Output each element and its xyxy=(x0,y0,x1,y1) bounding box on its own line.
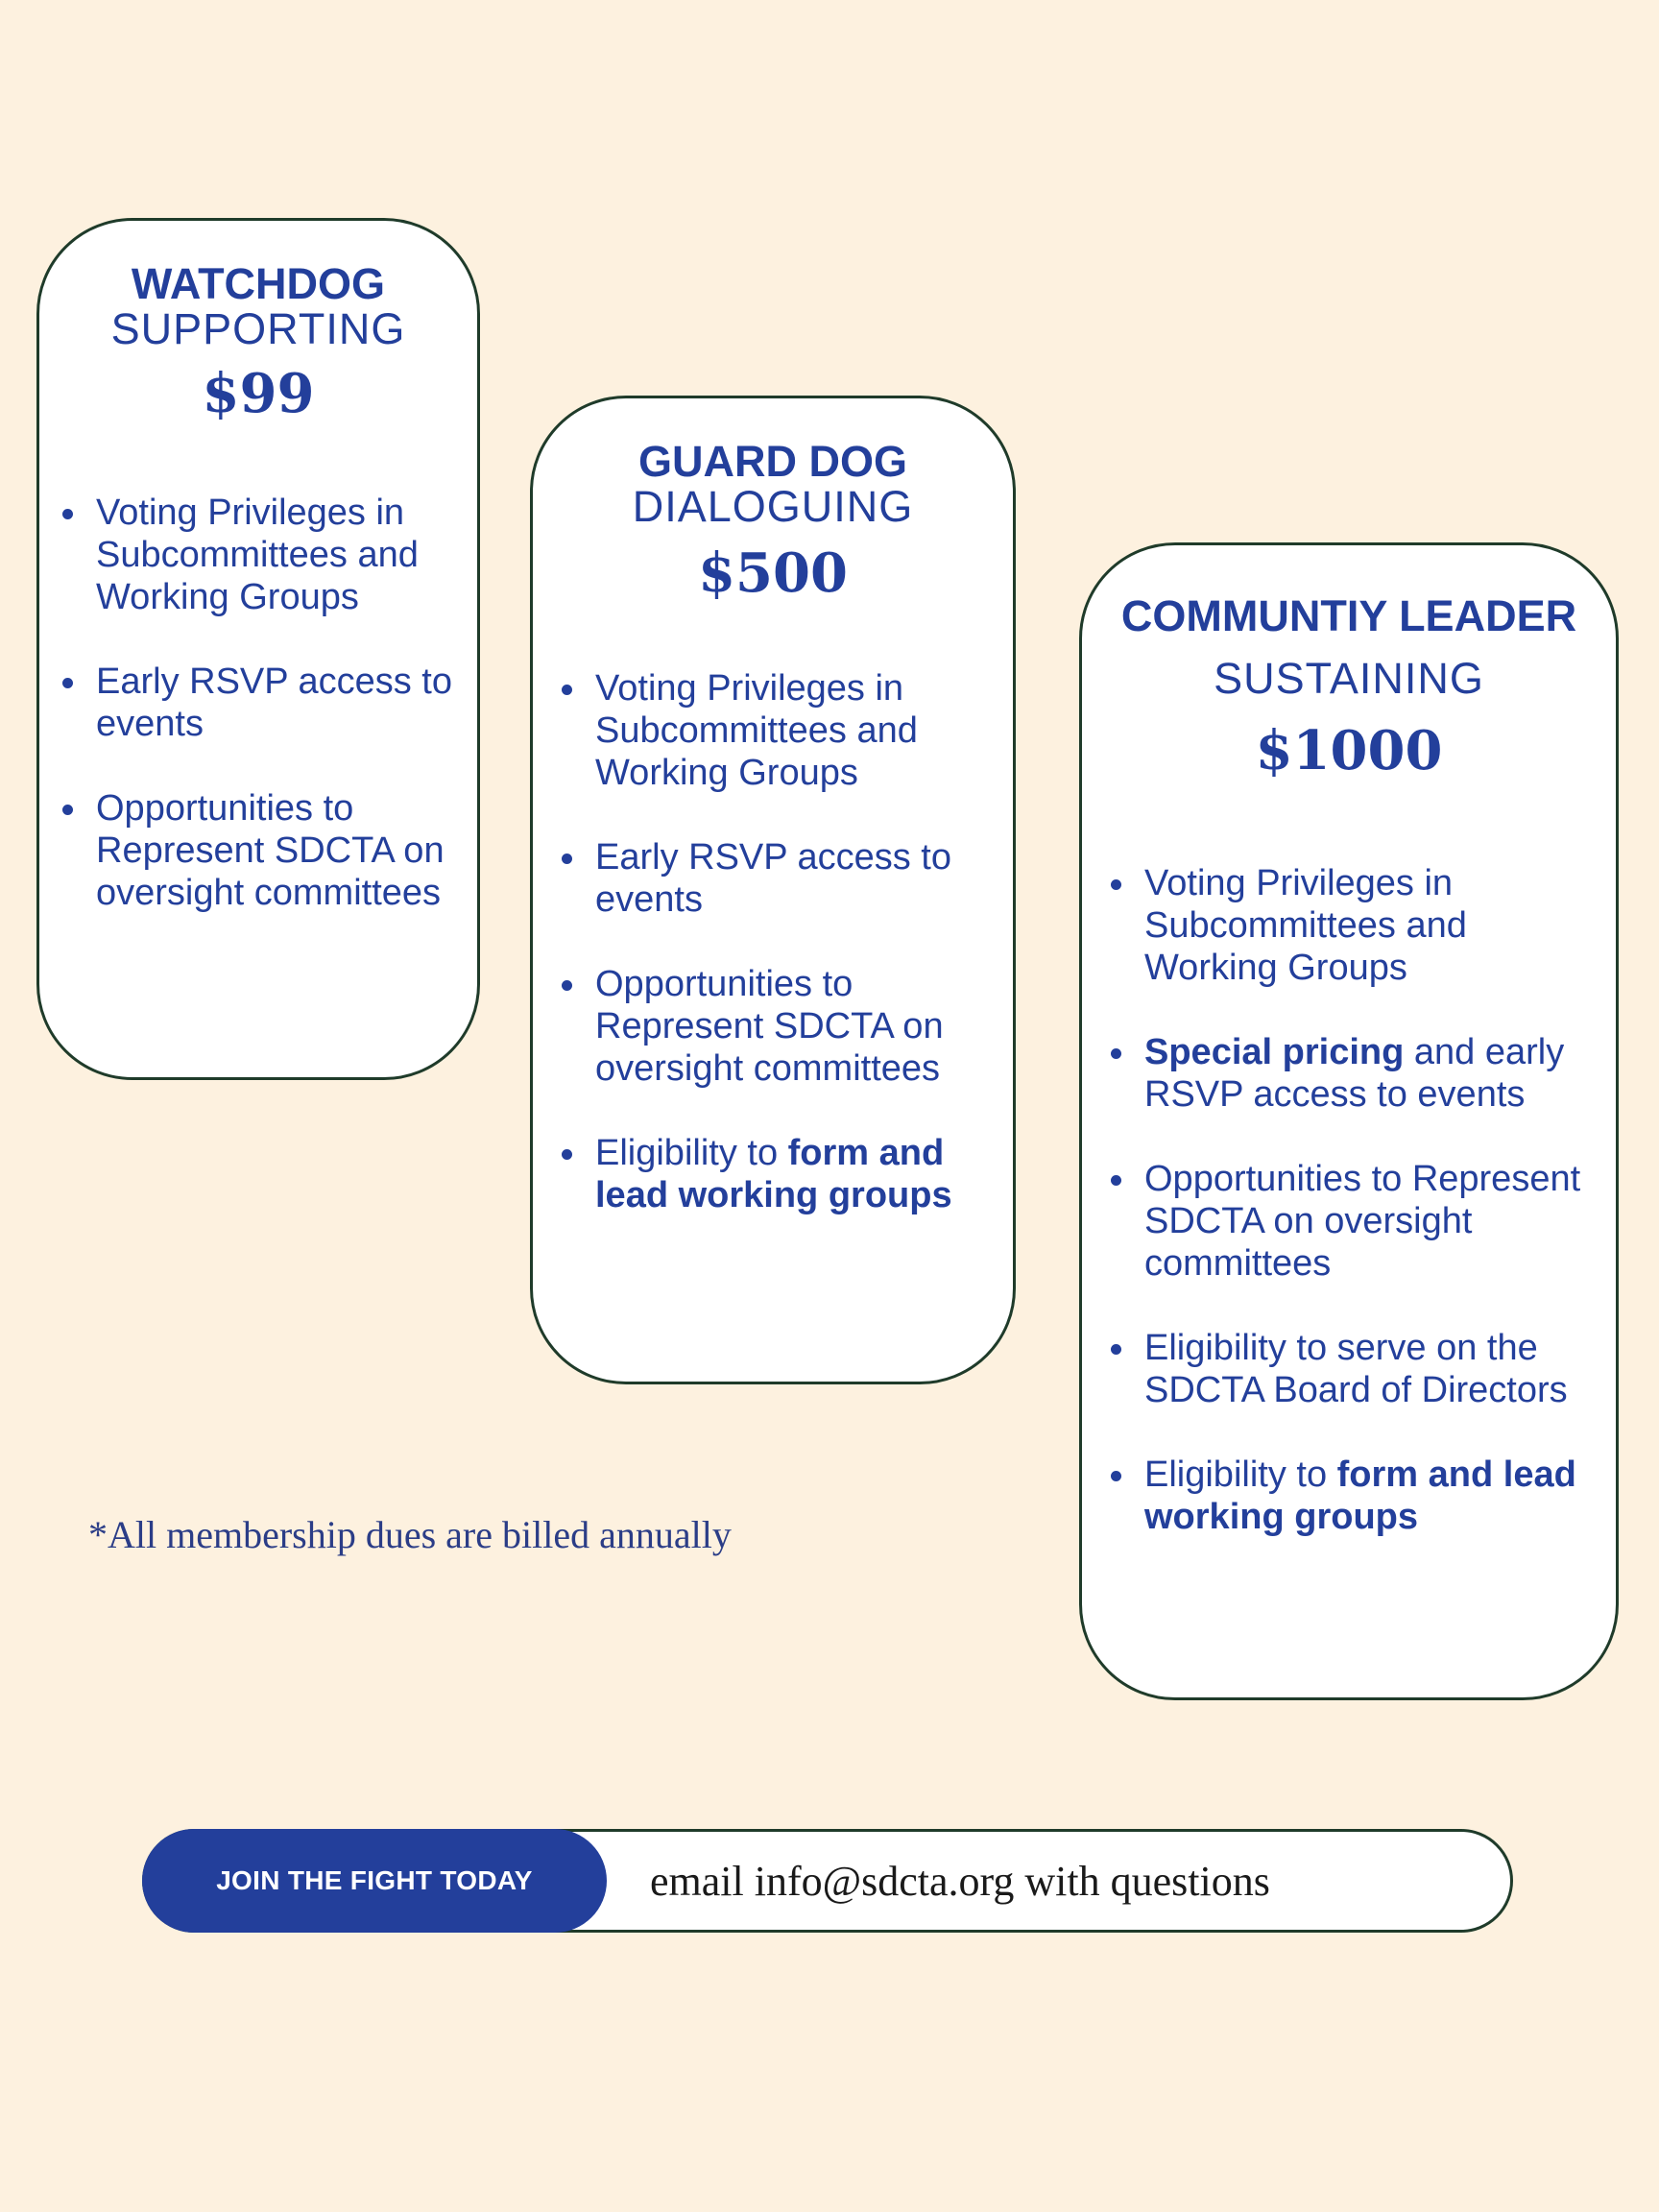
tier-kind: SUPPORTING xyxy=(110,304,406,354)
tier-kind: DIALOGUING xyxy=(632,482,914,532)
benefit-item: Eligibility to form and lead working groups xyxy=(562,1132,1003,1216)
benefit-item: Early RSVP access to events xyxy=(62,661,475,745)
tier-price: $1000 xyxy=(1255,718,1443,782)
tier-name: COMMUNTIY LEADER xyxy=(1120,591,1577,640)
benefit-item: Early RSVP access to events xyxy=(562,836,1003,921)
benefit-item: Opportunities to Represent SDCTA on oversight committees xyxy=(62,787,475,914)
tier-card-community-leader xyxy=(1079,542,1619,1700)
benefit-list xyxy=(1111,862,1610,1580)
benefit-item: Opportunities to Represent SDCTA on oversight committees xyxy=(1111,1158,1610,1285)
tier-name: GUARD DOG xyxy=(638,437,907,486)
benefit-item: Voting Privileges in Subcommittees and Working Groups xyxy=(562,667,1003,794)
benefit-list xyxy=(62,492,475,956)
join-button[interactable]: JOIN THE FIGHT TODAY xyxy=(142,1829,607,1933)
cta-bar xyxy=(142,1829,1513,1933)
benefit-list xyxy=(562,667,1003,1259)
tier-card-guard-dog xyxy=(530,396,1016,1384)
tier-card-watchdog xyxy=(36,218,480,1080)
benefit-item: Voting Privileges in Subcommittees and Working Groups xyxy=(1111,862,1610,989)
tier-kind: SUSTAINING xyxy=(1214,654,1484,704)
benefit-item: Eligibility to form and lead working groups xyxy=(1111,1454,1610,1538)
tier-price: $99 xyxy=(202,361,315,425)
tier-price: $500 xyxy=(698,541,848,605)
benefit-item: Voting Privileges in Subcommittees and Working Groups xyxy=(62,492,475,618)
benefit-item: Special pricing and early RSVP access to events xyxy=(1111,1031,1610,1116)
contact-text: email info@sdcta.org with questions xyxy=(650,1857,1270,1905)
benefit-item: Eligibility to serve on the SDCTA Board of Directors xyxy=(1111,1327,1610,1411)
tier-name: WATCHDOG xyxy=(131,259,386,308)
benefit-item: Opportunities to Represent SDCTA on oversight committees xyxy=(562,963,1003,1090)
billing-note: *All membership dues are billed annually xyxy=(88,1513,732,1556)
